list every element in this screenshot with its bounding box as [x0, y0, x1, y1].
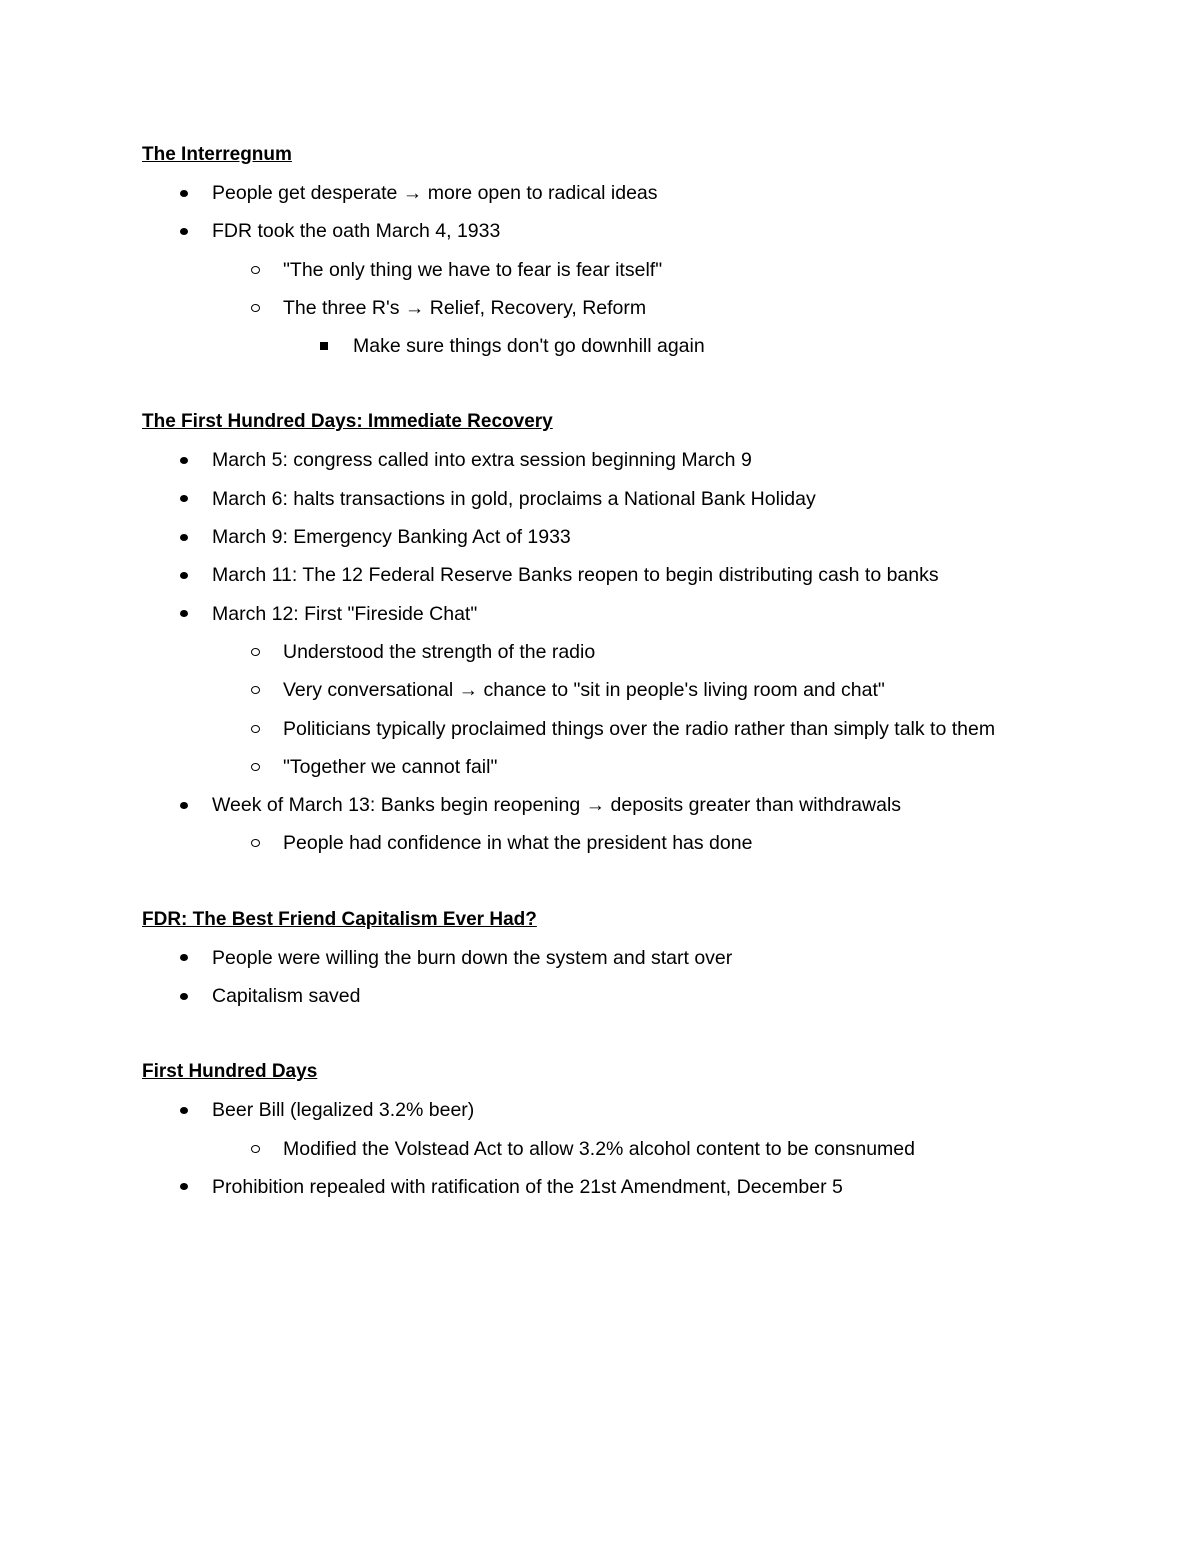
note-section	[142, 136, 1042, 365]
filled-circle-bullet-icon	[174, 595, 194, 633]
list-item	[142, 671, 1042, 709]
list-item-text: The three R's → Relief, Recovery, Reform	[283, 296, 647, 319]
list-item-text: People get desperate → more open to radical ideas	[212, 182, 658, 204]
list-item-text: Very conversational → chance to "sit in people's living room and chat"	[283, 679, 885, 702]
hollow-circle-bullet-icon	[245, 633, 265, 671]
filled-circle-bullet-icon	[174, 1168, 194, 1206]
list-item-text: Beer Bill (legalized 3.2% beer)	[212, 1099, 475, 1122]
list-item-text: FDR took the oath March 4, 1933	[212, 220, 501, 243]
list-item	[142, 212, 1042, 250]
list-item-text: March 12: First "Fireside Chat"	[212, 602, 478, 625]
list-item-text: March 6: halts transactions in gold, proclaims a National Bank Holiday	[212, 487, 816, 510]
list-item	[142, 518, 1042, 556]
list-item	[142, 1091, 1042, 1129]
list-item-text: March 9: Emergency Banking Act of 1933	[212, 526, 571, 549]
section-heading: FDR: The Best Friend Capitalism Ever Had?	[142, 908, 537, 930]
list-item	[142, 824, 1042, 862]
list-item-text: Prohibition repealed with ratification of the 21st Amendment, December 5	[212, 1175, 843, 1198]
filled-circle-bullet-icon	[174, 977, 194, 1015]
list-item	[142, 251, 1042, 289]
list-item-text: Politicians typically proclaimed things over the radio rather than simply talk to them	[283, 717, 996, 740]
section-heading: The Interregnum	[142, 144, 292, 165]
list-item-text: "Together we cannot fail"	[283, 755, 498, 778]
list-item	[142, 710, 1042, 748]
hollow-circle-bullet-icon	[245, 748, 265, 786]
list-item	[142, 977, 1042, 1015]
section-heading: First Hundred Days	[142, 1061, 318, 1083]
list-item-text: Modified the Volstead Act to allow 3.2% alcohol content to be consnumed	[283, 1137, 915, 1160]
list-item	[142, 441, 1042, 479]
filled-circle-bullet-icon	[174, 480, 194, 518]
list-item	[142, 174, 1042, 212]
list-item	[142, 1130, 1042, 1168]
list-item	[142, 480, 1042, 518]
filled-circle-bullet-icon	[174, 1091, 194, 1129]
hollow-circle-bullet-icon	[245, 671, 265, 709]
list-item	[142, 595, 1042, 633]
note-section	[142, 901, 1042, 1016]
list-item-text: People had confidence in what the president has done	[283, 832, 753, 855]
list-item-text: Make sure things don't go downhill again	[353, 335, 705, 358]
filled-circle-bullet-icon	[174, 518, 194, 556]
filled-circle-bullet-icon	[174, 556, 194, 594]
filled-circle-bullet-icon	[174, 174, 194, 212]
hollow-circle-bullet-icon	[245, 289, 265, 327]
filled-circle-bullet-icon	[174, 441, 194, 479]
list-item	[142, 748, 1042, 786]
list-item-text: March 11: The 12 Federal Reserve Banks reopen to begin distributing cash to banks	[212, 564, 939, 587]
hollow-circle-bullet-icon	[245, 251, 265, 289]
filled-circle-bullet-icon	[174, 212, 194, 250]
list-item	[142, 786, 1042, 824]
list-item-text: "The only thing we have to fear is fear itself"	[283, 258, 663, 281]
list-item-text: Week of March 13: Banks begin reopening → deposits greater than withdrawals	[212, 794, 902, 817]
list-item	[142, 1168, 1042, 1206]
list-item-text: People were willing the burn down the system and start over	[212, 946, 733, 969]
hollow-circle-bullet-icon	[245, 824, 265, 862]
filled-circle-bullet-icon	[174, 786, 194, 824]
note-section	[142, 403, 1042, 862]
square-bullet-icon	[314, 327, 334, 365]
list-item-text: Capitalism saved	[212, 985, 361, 1008]
note-section	[142, 1053, 1042, 1206]
hollow-circle-bullet-icon	[245, 710, 265, 748]
document-body	[142, 136, 1042, 1206]
list-item-text: Understood the strength of the radio	[283, 640, 596, 663]
section-heading: The First Hundred Days: Immediate Recovery	[142, 411, 553, 433]
list-item	[142, 939, 1042, 977]
list-item	[142, 556, 1042, 594]
list-item	[142, 327, 1042, 365]
list-item	[142, 633, 1042, 671]
filled-circle-bullet-icon	[174, 939, 194, 977]
list-item-text: March 5: congress called into extra session beginning March 9	[212, 449, 752, 472]
hollow-circle-bullet-icon	[245, 1130, 265, 1168]
list-item	[142, 289, 1042, 327]
